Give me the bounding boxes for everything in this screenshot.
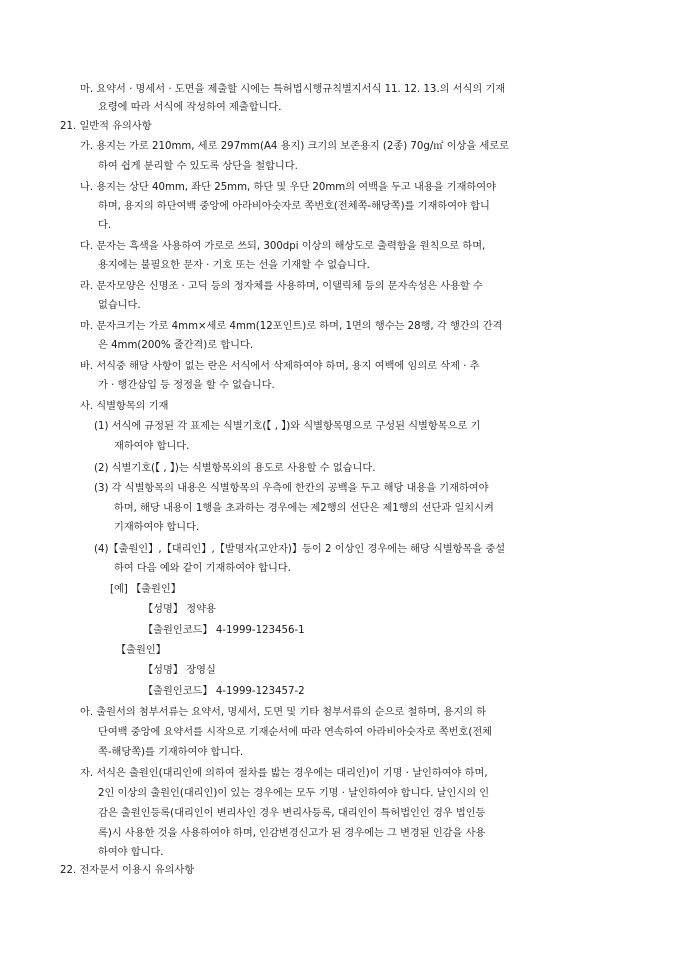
text-line: 록)시 사용한 것을 사용하여야 하며, 인감변경신고가 된 경우에는 그 변경된 인감을 사용: [98, 828, 486, 839]
text-line: 쪽-해당쪽)를 기재하여야 합니다.: [98, 747, 244, 758]
text-line: 은 4mm(200% 줄간격)로 합니다.: [98, 340, 254, 351]
text-line: 라. 문자모양은 신명조 · 고딕 등의 정자체를 사용하며, 이탤릭체 등의 문자속성은 사용할 수: [80, 281, 483, 292]
text-line: 아. 출원서의 첨부서류는 요약서, 명세서, 도면 및 기타 첨부서류의 순으로 철하며, 용지의 하: [80, 707, 487, 718]
text-line: 마. 문자크기는 가로 4mm×세로 4mm(12포인트)로 하며, 1면의 행수는 28행, 각 행간의 간격: [80, 321, 503, 332]
text-line: 하며, 용지의 하단여백 중앙에 아라비아숫자로 쪽번호(전체쪽-해당쪽)를 기재하여야 합니: [98, 201, 490, 212]
text-line: 하여야 합니다.: [98, 847, 164, 858]
text-line: 가 · 행간삽입 등 정정을 할 수 없습니다.: [98, 380, 275, 391]
text-line: 가. 용지는 가로 210mm, 세로 297mm(A4 용지) 크기의 보존용지 (2종) 70g/㎡ 이상을 세로로: [80, 141, 509, 152]
text-line: 자. 서식은 출원인(대리인에 의하여 절차를 밟는 경우에는 대리인)이 기명 · 날인하여야 하며,: [80, 768, 488, 779]
example-line: 【출원인】: [116, 645, 166, 656]
example-line: 【출원인코드】 4-1999-123457-2: [143, 686, 305, 697]
text-line: 요령에 따라 서식에 작성하여 제출합니다.: [98, 102, 282, 113]
text-line: 2인 이상의 출원인(대리인)이 있는 경우에는 모두 기명 · 날인하여야 합니다. 날인시의 인: [98, 788, 490, 799]
text-line: 없습니다.: [98, 300, 141, 311]
section-heading: 21. 일반적 유의사항: [60, 121, 152, 132]
text-line: 용지에는 불필요한 문자 · 기호 또는 선을 기재할 수 없습니다.: [98, 260, 370, 271]
text-line: 재하여야 합니다.: [114, 441, 190, 452]
example-line: 【출원인코드】 4-1999-123456-1: [143, 625, 305, 636]
text-line: (2) 식별기호(【 , 】)는 식별항목외의 용도로 사용할 수 없습니다.: [94, 463, 376, 474]
text-line: 다.: [98, 220, 112, 231]
text-line: 다. 문자는 흑색을 사용하여 가로로 쓰되, 300dpi 이상의 해상도로 출력함을 원칙으로 하며,: [80, 241, 486, 252]
text-line: (4)【출원인】,【대리인】,【발명자(고안자)】등이 2 이상인 경우에는 해당 식별항목을 중설: [94, 544, 506, 555]
text-line: 하여 다음 예와 같이 기재하여야 합니다.: [114, 563, 291, 574]
text-line: 나. 용지는 상단 40mm, 좌단 25mm, 하단 및 우단 20mm의 여백을 두고 내용을 기재하여야: [80, 182, 496, 193]
text-line: 하여 쉽게 분리할 수 있도록 상단을 철합니다.: [98, 161, 298, 172]
text-line: 마. 요약서 · 명세서 · 도면을 제출할 시에는 특허법시행규칙별지서식 11. 12. 13.의 서식의 기재: [80, 84, 506, 95]
text-line: 기재하여야 합니다.: [114, 522, 200, 533]
text-line: 사. 식별항목의 기재: [80, 401, 169, 412]
text-line: 단여백 중앙에 요약서를 시작으로 기재순서에 따라 연속하여 아라비아숫자로 쪽번호(전체: [98, 727, 492, 738]
text-line: 바. 서식중 해당 사항이 없는 란은 서식에서 삭제하여야 하며, 용지 여백에 임의로 삭제 · 추: [80, 361, 480, 372]
example-line: 【성명】 장영실: [143, 665, 216, 676]
example-line: [예] 【출원인】: [110, 584, 181, 595]
text-line: (3) 각 식별항목의 내용은 식별항목의 우측에 한칸의 공백을 두고 해당 내용을 기재하여야: [94, 483, 489, 494]
example-line: 【성명】 정약용: [143, 604, 216, 615]
text-line: 하며, 해당 내용이 1행을 초과하는 경우에는 제2행의 선단은 제1행의 선단과 일치시켜: [114, 503, 494, 514]
text-line: (1) 서식에 규정된 각 표제는 식별기호(【 , 】)와 식별항목명으로 구성된 식별항목으로 기: [94, 421, 481, 432]
section-heading: 22. 전자문서 이용시 유의사항: [60, 865, 195, 876]
text-line: 감은 출원인등록(대리인이 변리사인 경우 변리사등록, 대리인이 특허법인인 경우 법인등: [98, 808, 486, 819]
